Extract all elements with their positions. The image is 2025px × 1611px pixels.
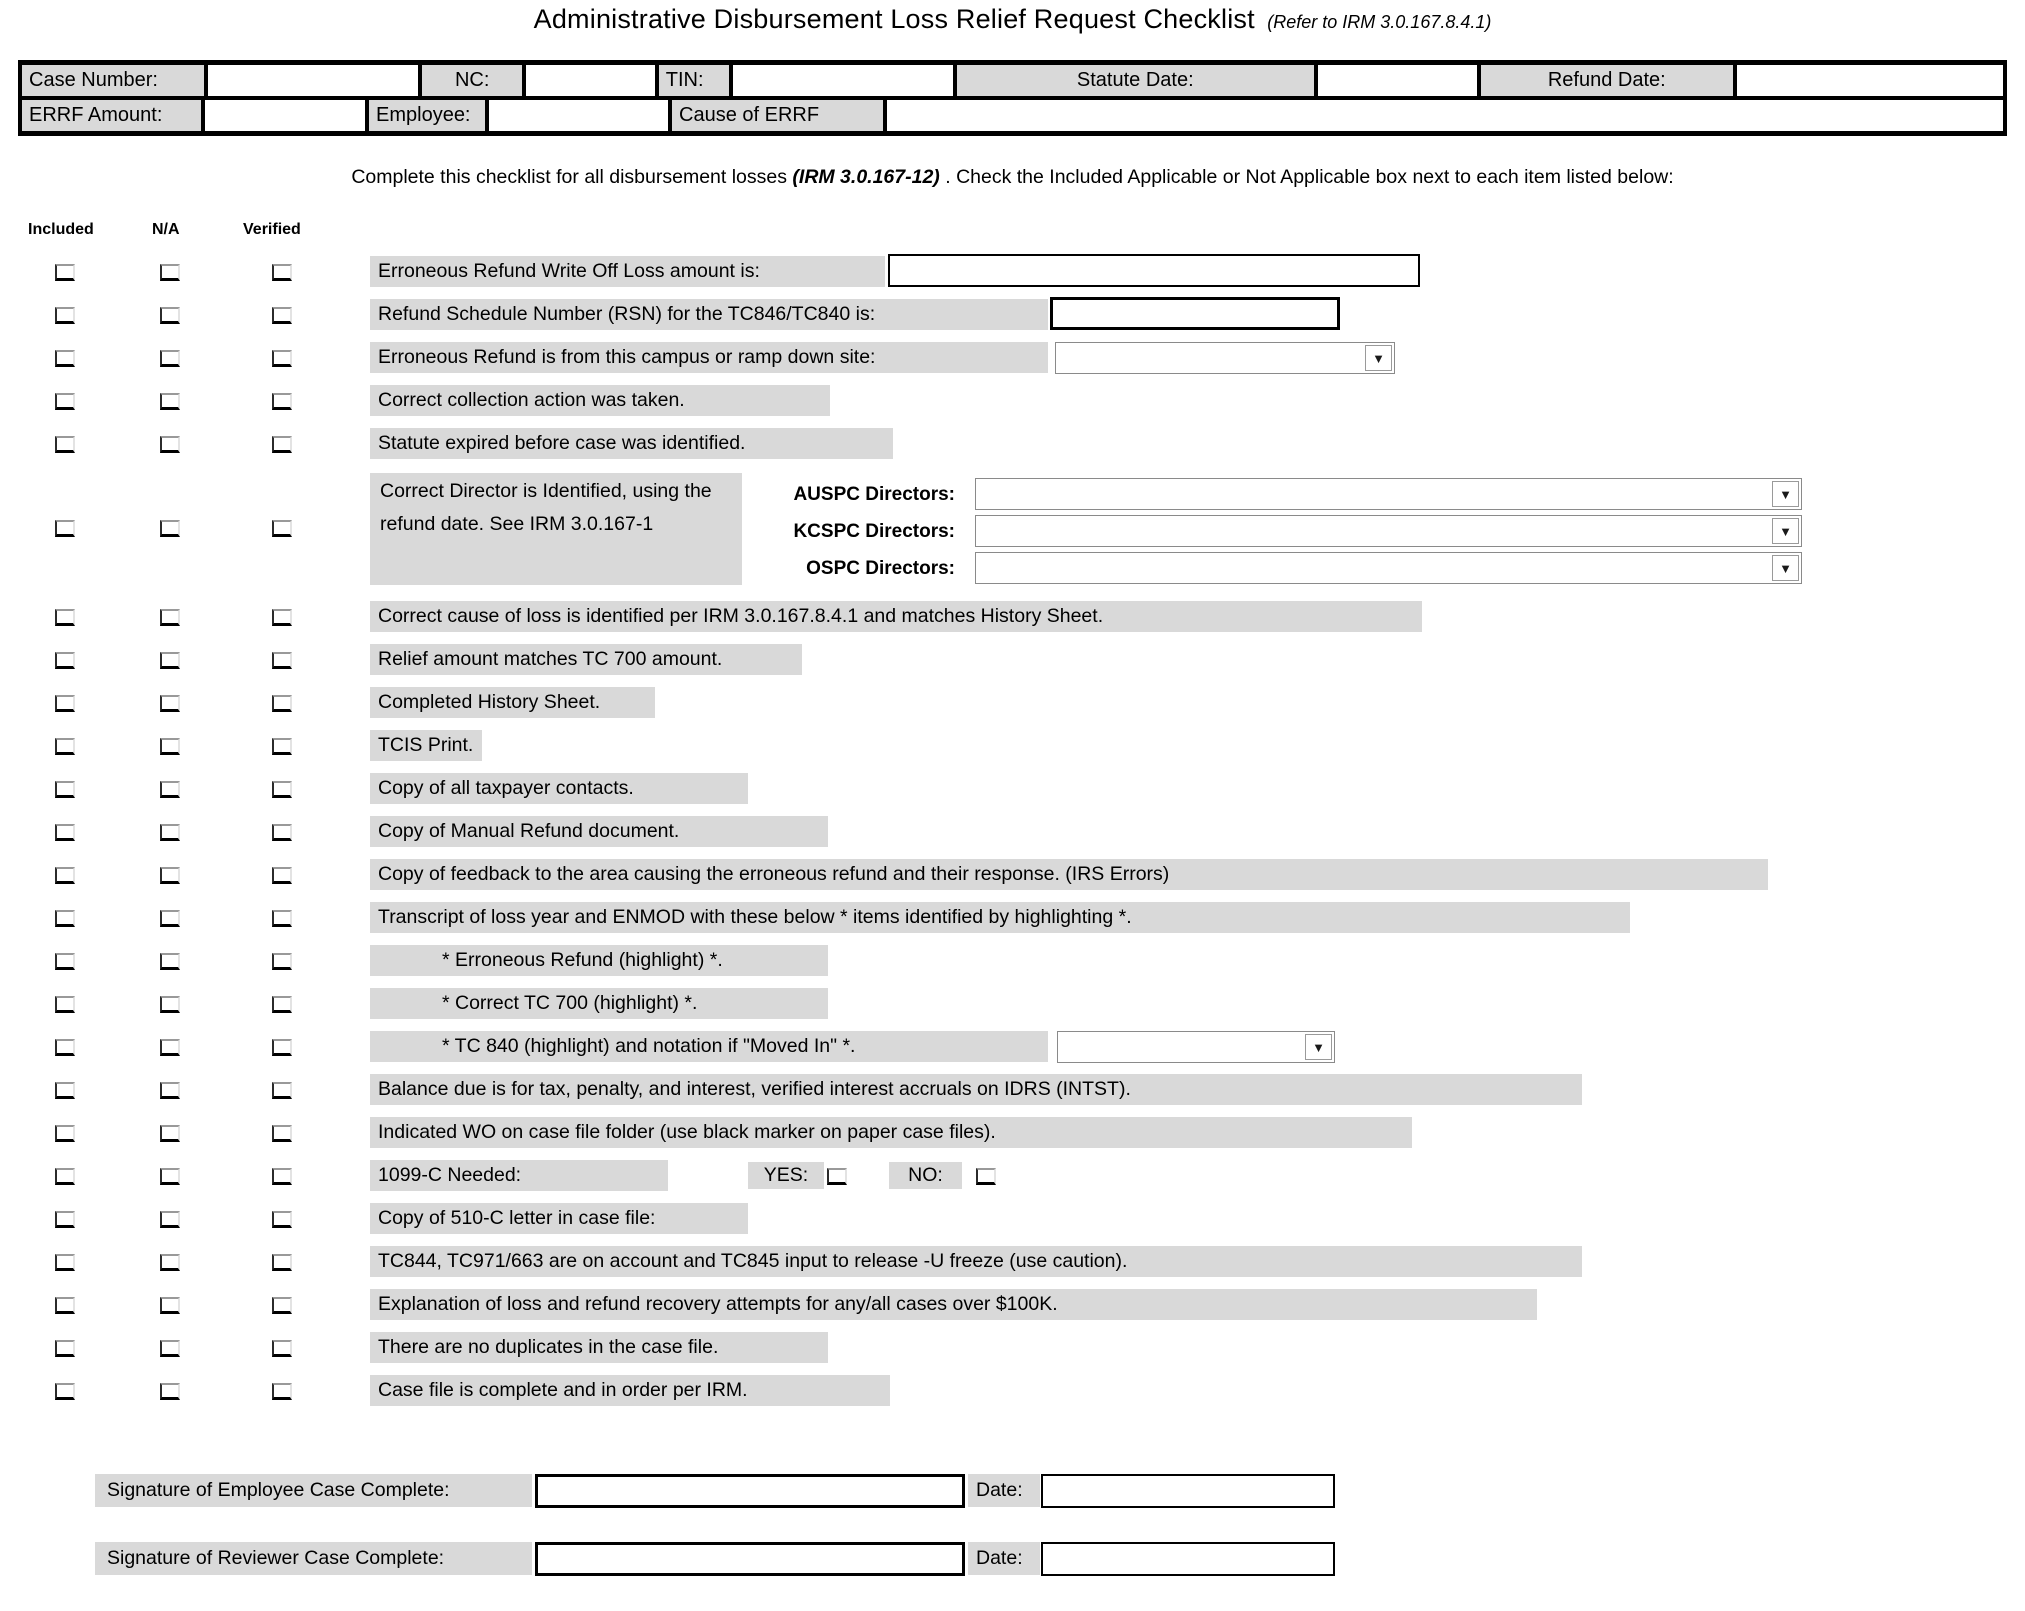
item-label: Balance due is for tax, penalty, and interest, verified interest accruals on IDRS (INTST). xyxy=(370,1074,1582,1105)
checkbox-verified[interactable] xyxy=(272,1383,292,1400)
reviewer-date-label: Date: xyxy=(968,1542,1040,1575)
checkbox-verified[interactable] xyxy=(272,1254,292,1271)
checkbox-verified[interactable] xyxy=(272,1125,292,1142)
item-label: Statute expired before case was identified. xyxy=(370,428,893,459)
employee-input[interactable] xyxy=(489,100,668,131)
instruction-line xyxy=(0,166,2025,189)
item-label: Correct cause of loss is identified per IRM 3.0.167.8.4.1 and matches History Sheet. xyxy=(370,601,1422,632)
checklist-row xyxy=(0,1240,2025,1283)
director-dropdown[interactable] xyxy=(975,515,1802,547)
checkbox-verified[interactable] xyxy=(272,652,292,669)
item-label: Copy of all taxpayer contacts. xyxy=(370,773,748,804)
checklist-row xyxy=(0,853,2025,896)
checkbox-no[interactable] xyxy=(976,1168,996,1185)
checkbox-verified[interactable] xyxy=(272,910,292,927)
checkbox-verified[interactable] xyxy=(272,738,292,755)
checkbox-na[interactable] xyxy=(160,1082,180,1099)
checkbox-na[interactable] xyxy=(160,1383,180,1400)
checkbox-included[interactable] xyxy=(55,824,75,841)
page-title-text: Administrative Disbursement Loss Relief Request Checklist xyxy=(533,4,1255,34)
reviewer-signature-input[interactable] xyxy=(535,1542,965,1576)
checkbox-verified[interactable] xyxy=(272,1297,292,1314)
cause-of-errf-cell xyxy=(887,100,2003,131)
checklist-row xyxy=(0,896,2025,939)
checkbox-included[interactable] xyxy=(55,781,75,798)
item-label: 1099-C Needed: xyxy=(370,1160,668,1191)
checklist-row xyxy=(0,1326,2025,1369)
checklist-row xyxy=(0,465,2025,595)
checkbox-na[interactable] xyxy=(160,393,180,410)
item-label: Relief amount matches TC 700 amount. xyxy=(370,644,802,675)
checkbox-included[interactable] xyxy=(55,1211,75,1228)
chevron-down-icon[interactable]: ▼ xyxy=(1772,555,1799,581)
checkbox-verified[interactable] xyxy=(272,307,292,324)
checkbox-included[interactable] xyxy=(55,1297,75,1314)
checkbox-verified[interactable] xyxy=(272,436,292,453)
nc-label: NC: xyxy=(422,65,522,96)
checklist-row xyxy=(0,293,2025,336)
checkbox-verified[interactable] xyxy=(272,996,292,1013)
case-number-cell xyxy=(208,65,419,96)
checkbox-na[interactable] xyxy=(160,953,180,970)
refund-date-cell xyxy=(1737,65,2003,96)
item-label: Explanation of loss and refund recovery attempts for any/all cases over $100K. xyxy=(370,1289,1537,1320)
director-label: KCSPC Directors: xyxy=(793,521,955,542)
checkbox-na[interactable] xyxy=(160,1297,180,1314)
item-label: TC844, TC971/663 are on account and TC845 input to release -U freeze (use caution). xyxy=(370,1246,1582,1277)
checklist-row xyxy=(0,939,2025,982)
chevron-down-icon[interactable]: ▼ xyxy=(1305,1034,1332,1060)
employee-signature-input[interactable] xyxy=(535,1474,965,1508)
checkbox-included[interactable] xyxy=(55,436,75,453)
employee-label: Employee: xyxy=(369,100,485,131)
item-label: Correct collection action was taken. xyxy=(370,385,830,416)
item-label: Copy of 510-C letter in case file: xyxy=(370,1203,748,1234)
statute-date-cell xyxy=(1318,65,1477,96)
checklist-row xyxy=(0,422,2025,465)
checkbox-na[interactable] xyxy=(160,652,180,669)
checkbox-verified[interactable] xyxy=(272,1211,292,1228)
item-label: Transcript of loss year and ENMOD with these below * items identified by highlighting *. xyxy=(370,902,1630,933)
employee-signature-label: Signature of Employee Case Complete: xyxy=(95,1474,532,1507)
checklist-row xyxy=(0,1369,2025,1412)
checklist-row xyxy=(0,1197,2025,1240)
checklist-row xyxy=(0,1068,2025,1111)
checkbox-included[interactable] xyxy=(55,393,75,410)
checkbox-yes[interactable] xyxy=(827,1168,847,1185)
instruction-pre: Complete this checklist for all disbursement losses xyxy=(351,166,793,188)
checkbox-na[interactable] xyxy=(160,1125,180,1142)
checkbox-included[interactable] xyxy=(55,910,75,927)
checkbox-included[interactable] xyxy=(55,1125,75,1142)
checkbox-included[interactable] xyxy=(55,307,75,324)
checkbox-included[interactable] xyxy=(55,996,75,1013)
checkbox-na[interactable] xyxy=(160,738,180,755)
checkbox-na[interactable] xyxy=(160,436,180,453)
checkbox-included[interactable] xyxy=(55,1168,75,1185)
checkbox-included[interactable] xyxy=(55,264,75,281)
employee-cell xyxy=(489,100,668,131)
item-label: * Erroneous Refund (highlight) *. xyxy=(370,945,828,976)
item-label: Case file is complete and in order per IRM. xyxy=(370,1375,890,1406)
checkbox-verified[interactable] xyxy=(272,781,292,798)
checkbox-verified[interactable] xyxy=(272,1082,292,1099)
page-title-reference: (Refer to IRM 3.0.167.8.4.1) xyxy=(1267,12,1492,32)
instruction-post: . Check the Included Applicable or Not Applicable box next to each item listed below: xyxy=(939,166,1674,188)
checkbox-na[interactable] xyxy=(160,307,180,324)
checkbox-na[interactable] xyxy=(160,781,180,798)
cause-of-errf-label: Cause of ERRF xyxy=(672,100,883,131)
chevron-down-icon[interactable]: ▼ xyxy=(1772,518,1799,544)
checkbox-included[interactable] xyxy=(55,738,75,755)
item-dropdown[interactable] xyxy=(1057,1031,1335,1063)
checkbox-verified[interactable] xyxy=(272,867,292,884)
errf-amount-cell xyxy=(205,100,365,131)
nc-cell xyxy=(526,65,655,96)
chevron-down-icon[interactable]: ▼ xyxy=(1365,345,1392,371)
checkbox-included[interactable] xyxy=(55,652,75,669)
reviewer-date-input[interactable] xyxy=(1041,1542,1335,1576)
checkbox-na[interactable] xyxy=(160,1168,180,1185)
checkbox-na[interactable] xyxy=(160,609,180,626)
checkbox-included[interactable] xyxy=(55,1340,75,1357)
checklist-row xyxy=(0,767,2025,810)
instruction-irm-reference: (IRM 3.0.167-12) xyxy=(792,166,940,188)
item-label: Copy of Manual Refund document. xyxy=(370,816,828,847)
checkbox-na[interactable] xyxy=(160,264,180,281)
item-label: Correct Director is Identified, using the refund date. See IRM 3.0.167-1 xyxy=(370,473,742,585)
item-label: Erroneous Refund Write Off Loss amount is: xyxy=(370,256,885,287)
checkbox-verified[interactable] xyxy=(272,1039,292,1056)
cause-of-errf-input[interactable] xyxy=(887,100,2003,131)
checkbox-na[interactable] xyxy=(160,910,180,927)
item-label: Refund Schedule Number (RSN) for the TC846/TC840 is: xyxy=(370,299,1048,330)
statute-date-input[interactable] xyxy=(1318,65,1477,96)
statute-date-label: Statute Date: xyxy=(957,65,1314,96)
item-dropdown[interactable] xyxy=(1055,342,1395,374)
checkbox-included[interactable] xyxy=(55,1039,75,1056)
checkbox-included[interactable] xyxy=(55,1082,75,1099)
checklist-row xyxy=(0,379,2025,422)
item-label: Erroneous Refund is from this campus or ramp down site: xyxy=(370,342,1048,373)
yes-label: YES: xyxy=(748,1162,824,1189)
checklist-row xyxy=(0,1025,2025,1068)
item-label: Copy of feedback to the area causing the erroneous refund and their response. (IRS Errors) xyxy=(370,859,1768,890)
checklist-row xyxy=(0,724,2025,767)
column-header-included: Included xyxy=(28,221,94,238)
checkbox-included[interactable] xyxy=(55,1383,75,1400)
item-text-input[interactable] xyxy=(888,254,1420,287)
checkbox-na[interactable] xyxy=(160,1254,180,1271)
checkbox-verified[interactable] xyxy=(272,953,292,970)
tin-input[interactable] xyxy=(733,65,953,96)
checkbox-verified[interactable] xyxy=(272,350,292,367)
checklist-row xyxy=(0,336,2025,379)
employee-date-label: Date: xyxy=(968,1474,1040,1507)
checkbox-na[interactable] xyxy=(160,824,180,841)
checkbox-verified[interactable] xyxy=(272,695,292,712)
header-row-1 xyxy=(22,65,2003,96)
checkbox-na[interactable] xyxy=(160,695,180,712)
checkbox-na[interactable] xyxy=(160,867,180,884)
director-dropdown[interactable] xyxy=(975,552,1802,584)
page-title xyxy=(0,4,2025,35)
checkbox-na[interactable] xyxy=(160,1340,180,1357)
checkbox-na[interactable] xyxy=(160,996,180,1013)
chevron-down-icon[interactable]: ▼ xyxy=(1772,481,1799,507)
checklist-row xyxy=(0,810,2025,853)
checkbox-verified[interactable] xyxy=(272,609,292,626)
checkbox-included[interactable] xyxy=(55,609,75,626)
errf-amount-input[interactable] xyxy=(205,100,365,131)
header-row-2 xyxy=(22,100,2003,131)
director-label: AUSPC Directors: xyxy=(793,484,955,505)
checkbox-verified[interactable] xyxy=(272,264,292,281)
reviewer-signature-row xyxy=(0,1542,2025,1578)
checkbox-included[interactable] xyxy=(55,1254,75,1271)
item-label: * Correct TC 700 (highlight) *. xyxy=(370,988,828,1019)
checkbox-included[interactable] xyxy=(55,695,75,712)
checkbox-verified[interactable] xyxy=(272,1168,292,1185)
employee-date-input[interactable] xyxy=(1041,1474,1335,1508)
case-number-label: Case Number: xyxy=(22,65,204,96)
checklist-row xyxy=(0,1111,2025,1154)
checkbox-included[interactable] xyxy=(55,953,75,970)
checkbox-na[interactable] xyxy=(160,350,180,367)
refund-date-input[interactable] xyxy=(1737,65,2003,96)
checkbox-verified[interactable] xyxy=(272,393,292,410)
case-number-input[interactable] xyxy=(208,65,419,96)
director-label: OSPC Directors: xyxy=(806,558,955,579)
no-label: NO: xyxy=(889,1162,962,1189)
column-header-verified: Verified xyxy=(243,221,301,238)
checklist xyxy=(0,250,2025,1412)
item-label: Indicated WO on case file folder (use black marker on paper case files). xyxy=(370,1117,1412,1148)
column-header-na: N/A xyxy=(152,221,180,238)
tin-label: TIN: xyxy=(659,65,729,96)
item-label: * TC 840 (highlight) and notation if "Moved In" *. xyxy=(370,1031,1048,1062)
tin-cell xyxy=(733,65,953,96)
checkbox-na[interactable] xyxy=(160,1211,180,1228)
item-label: There are no duplicates in the case file. xyxy=(370,1332,828,1363)
item-label: Completed History Sheet. xyxy=(370,687,655,718)
checklist-row xyxy=(0,982,2025,1025)
checkbox-verified[interactable] xyxy=(272,1340,292,1357)
checkbox-included[interactable] xyxy=(55,520,75,537)
checklist-row xyxy=(0,595,2025,638)
employee-signature-row xyxy=(0,1474,2025,1510)
checklist-row xyxy=(0,250,2025,293)
checkbox-na[interactable] xyxy=(160,1039,180,1056)
refund-date-label: Refund Date: xyxy=(1481,65,1733,96)
director-dropdown[interactable] xyxy=(975,478,1802,510)
checklist-row xyxy=(0,1283,2025,1326)
checklist-row xyxy=(0,1154,2025,1197)
item-label: TCIS Print. xyxy=(370,730,482,761)
reviewer-signature-label: Signature of Reviewer Case Complete: xyxy=(95,1542,532,1575)
case-header-table xyxy=(18,60,2007,136)
checkbox-included[interactable] xyxy=(55,350,75,367)
checkbox-verified[interactable] xyxy=(272,520,292,537)
nc-input[interactable] xyxy=(526,65,655,96)
errf-amount-label: ERRF Amount: xyxy=(22,100,201,131)
checkbox-na[interactable] xyxy=(160,520,180,537)
checkbox-verified[interactable] xyxy=(272,824,292,841)
checklist-row xyxy=(0,638,2025,681)
item-text-input[interactable] xyxy=(1050,297,1340,330)
checkbox-included[interactable] xyxy=(55,867,75,884)
checklist-row xyxy=(0,681,2025,724)
